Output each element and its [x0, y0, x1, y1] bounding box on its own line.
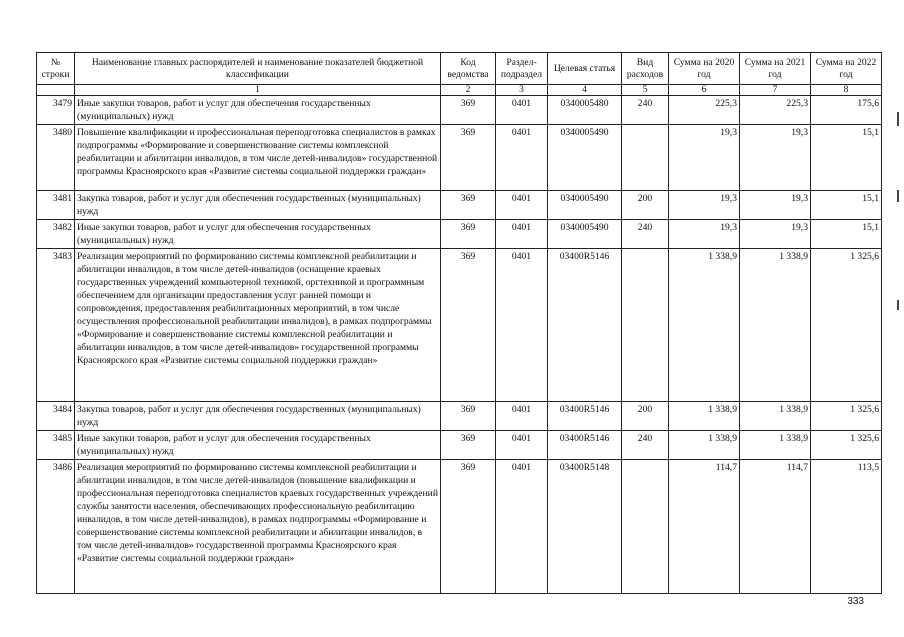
header-row: [37, 53, 882, 85]
row-dept-code: 369: [441, 460, 496, 594]
row-sum-2022: 175,6: [811, 96, 882, 125]
header-sum-2020: Сумма на 2020 год: [669, 53, 740, 85]
row-expense-type: [622, 460, 669, 594]
header-sum-2021: Сумма на 2021 год: [740, 53, 811, 85]
header-dept-code: Код ведомства: [441, 53, 496, 85]
row-target-item: 0340005490: [548, 191, 622, 220]
row-sum-2021: 1 338,9: [740, 431, 811, 460]
table-row: [37, 460, 882, 594]
row-sum-2021: 1 338,9: [740, 402, 811, 431]
row-sum-2021: 114,7: [740, 460, 811, 594]
row-dept-code: 369: [441, 431, 496, 460]
row-section: 0401: [496, 191, 548, 220]
row-name: Иные закупки товаров, работ и услуг для обеспечения государственных (муниципальных) нужд: [75, 220, 441, 249]
row-sum-2022: 15,1: [811, 191, 882, 220]
table-row: [37, 96, 882, 125]
row-number: 3483: [37, 249, 75, 402]
row-expense-type: 200: [622, 191, 669, 220]
row-sum-2022: 15,1: [811, 220, 882, 249]
row-sum-2021: 19,3: [740, 191, 811, 220]
row-section: 0401: [496, 96, 548, 125]
row-section: 0401: [496, 402, 548, 431]
row-sum-2020: 1 338,9: [669, 402, 740, 431]
row-name: Повышение квалификации и профессиональная переподготовка специалистов в рамках подпрограммы «Формирование и совершенствование системы комплексной реабилитации и абилитации инвалидов, в том числе детей-инвалидов» государственной программы Красноярского края «Развитие системы социальной поддержки граждан»: [75, 125, 441, 191]
row-number: 3479: [37, 96, 75, 125]
row-section: 0401: [496, 125, 548, 191]
row-sum-2021: 1 338,9: [740, 249, 811, 402]
header-name: Наименование главных распорядителей и наименование показателей бюджетной классификации: [75, 53, 441, 85]
row-sum-2022: 1 325,6: [811, 249, 882, 402]
scan-edge-mark: [897, 300, 899, 310]
header-row-no: № строки: [37, 53, 75, 85]
row-sum-2022: 1 325,6: [811, 431, 882, 460]
row-dept-code: 369: [441, 191, 496, 220]
header-section: Раздел-подраздел: [496, 53, 548, 85]
row-target-item: 0340005490: [548, 125, 622, 191]
row-sum-2021: 225,3: [740, 96, 811, 125]
row-sum-2022: 113,5: [811, 460, 882, 594]
row-name: Реализация мероприятий по формированию системы комплексной реабилитации и абилитации инвалидов, в том числе детей-инвалидов (повышение квалификации и профессиональная переподготовка специалистов краевых государственных учреждений службы занятости населения, обеспечивающих профессиональную реабилитацию инвалидов, в том числе детей-инвалидов), в рамках подпрограммы «Формирование и совершенствование системы комплексной реабилитации и абилитации инвалидов, в том числе детей-инвалидов» государственной программы Красноярского края «Развитие системы социальной поддержки граждан»: [75, 460, 441, 594]
row-section: 0401: [496, 431, 548, 460]
column-number: 7: [740, 85, 811, 96]
row-number: 3486: [37, 460, 75, 594]
row-name: Реализация мероприятий по формированию системы комплексной реабилитации и абилитации инвалидов, в том числе детей-инвалидов (оснащение краевых государственных учреждений компьютерной техникой, оргтехникой и программным обеспечением для организации предоставления услуг ранней помощи и сопровождения, предоставления реабилитационных мероприятий, в том числе осуществления профессиональной реабилитации инвалидов), в рамках подпрограммы «Формирование и совершенствование системы комплексной реабилитации и абилитации инвалидов, в том числе детей-инвалидов» государственной программы Красноярского края «Развитие системы социальной поддержки граждан»: [75, 249, 441, 402]
row-target-item: 03400R5146: [548, 402, 622, 431]
row-number: 3485: [37, 431, 75, 460]
row-sum-2022: 15,1: [811, 125, 882, 191]
row-dept-code: 369: [441, 125, 496, 191]
header-target-item: Целевая статья: [548, 53, 622, 85]
table-row: [37, 431, 882, 460]
row-sum-2020: 19,3: [669, 191, 740, 220]
column-number: 1: [75, 85, 441, 96]
table-row: [37, 125, 882, 191]
row-sum-2020: 114,7: [669, 460, 740, 594]
row-sum-2020: 19,3: [669, 220, 740, 249]
row-section: 0401: [496, 249, 548, 402]
row-number: 3484: [37, 402, 75, 431]
header-sum-2022: Сумма на 2022 год: [811, 53, 882, 85]
column-number: [37, 85, 75, 96]
row-expense-type: [622, 125, 669, 191]
row-target-item: 03400R5146: [548, 249, 622, 402]
column-number: 4: [548, 85, 622, 96]
row-sum-2021: 19,3: [740, 125, 811, 191]
page-number: 333: [847, 596, 864, 607]
scan-edge-mark: [897, 190, 899, 202]
column-number-row: [37, 85, 882, 96]
scan-edge-mark: [897, 112, 899, 126]
row-sum-2020: 1 338,9: [669, 249, 740, 402]
row-dept-code: 369: [441, 249, 496, 402]
row-target-item: 03400R5146: [548, 431, 622, 460]
table-row: [37, 191, 882, 220]
column-number: 2: [441, 85, 496, 96]
table-row: [37, 220, 882, 249]
row-sum-2022: 1 325,6: [811, 402, 882, 431]
budget-table: [36, 52, 882, 594]
row-expense-type: 240: [622, 96, 669, 125]
row-name: Закупка товаров, работ и услуг для обеспечения государственных (муниципальных) нужд: [75, 402, 441, 431]
column-number: 3: [496, 85, 548, 96]
row-dept-code: 369: [441, 402, 496, 431]
row-dept-code: 369: [441, 96, 496, 125]
row-expense-type: 240: [622, 431, 669, 460]
row-sum-2020: 1 338,9: [669, 431, 740, 460]
row-name: Иные закупки товаров, работ и услуг для обеспечения государственных (муниципальных) нужд: [75, 431, 441, 460]
row-sum-2020: 225,3: [669, 96, 740, 125]
row-number: 3480: [37, 125, 75, 191]
row-target-item: 0340005480: [548, 96, 622, 125]
row-expense-type: 240: [622, 220, 669, 249]
column-number: 5: [622, 85, 669, 96]
table-body: [37, 96, 882, 594]
row-number: 3481: [37, 191, 75, 220]
row-section: 0401: [496, 220, 548, 249]
row-number: 3482: [37, 220, 75, 249]
table-row: [37, 249, 882, 402]
row-expense-type: 200: [622, 402, 669, 431]
table-row: [37, 402, 882, 431]
row-name: Закупка товаров, работ и услуг для обеспечения государственных (муниципальных) нужд: [75, 191, 441, 220]
row-sum-2021: 19,3: [740, 220, 811, 249]
row-sum-2020: 19,3: [669, 125, 740, 191]
row-dept-code: 369: [441, 220, 496, 249]
row-name: Иные закупки товаров, работ и услуг для обеспечения государственных (муниципальных) нужд: [75, 96, 441, 125]
row-expense-type: [622, 249, 669, 402]
column-number: 6: [669, 85, 740, 96]
row-target-item: 0340005490: [548, 220, 622, 249]
row-section: 0401: [496, 460, 548, 594]
row-target-item: 03400R5148: [548, 460, 622, 594]
header-expense-type: Вид расходов: [622, 53, 669, 85]
column-number: 8: [811, 85, 882, 96]
